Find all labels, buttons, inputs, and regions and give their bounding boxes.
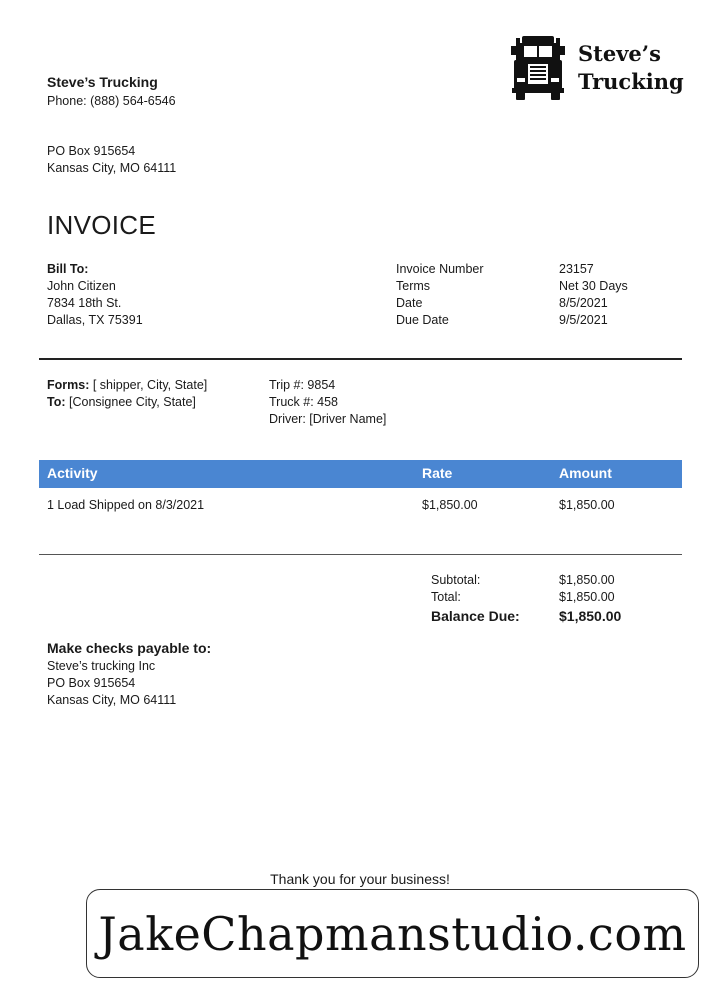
route-block — [47, 377, 207, 411]
due-date-value: 9/5/2021 — [559, 313, 608, 327]
forms-line — [47, 377, 207, 394]
trip-number: Trip #: 9854 — [269, 378, 336, 392]
company-name: Steve’s Trucking — [47, 74, 158, 90]
company-address-line1: PO Box 915654 — [47, 144, 136, 158]
table-row — [39, 497, 682, 517]
logo-text-line2: Trucking — [578, 69, 684, 94]
header-rate: Rate — [422, 465, 453, 481]
invoice-title: INVOICE — [47, 210, 157, 240]
thank-you-note: Thank you for your business! — [270, 871, 450, 887]
row-amount: $1,850.00 — [559, 498, 615, 512]
truck-number: Truck #: 458 — [269, 395, 339, 409]
invoice-meta-labels — [396, 261, 484, 329]
invoice-meta-values — [559, 261, 628, 329]
to-label: To: — [47, 395, 66, 409]
payable-address-line1: PO Box 915654 — [47, 676, 136, 690]
to-line — [47, 394, 207, 411]
forms-label: Forms: — [47, 378, 90, 392]
header-amount: Amount — [559, 465, 612, 481]
company-address — [47, 143, 176, 177]
to-value: [Consignee City, State] — [65, 395, 196, 409]
totals-labels — [431, 572, 520, 626]
table-header — [39, 460, 682, 488]
payable-block — [47, 658, 176, 709]
invoice-number-value: 23157 — [559, 262, 594, 276]
due-date-label: Due Date — [396, 313, 449, 327]
row-rate: $1,850.00 — [422, 498, 478, 512]
subtotal-value: $1,850.00 — [559, 573, 615, 587]
driver-name: Driver: [Driver Name] — [269, 412, 387, 426]
logo-text-line1: Steve’s — [578, 41, 661, 66]
company-logo — [510, 34, 690, 100]
bill-to-name: John Citizen — [47, 279, 116, 293]
watermark-text: JakeChapmanstudio.com — [98, 906, 687, 961]
balance-due-value: $1,850.00 — [559, 608, 622, 624]
subtotal-label: Subtotal: — [431, 573, 481, 587]
bill-to-city: Dallas, TX 75391 — [47, 313, 143, 327]
divider — [39, 554, 682, 555]
total-label: Total: — [431, 590, 461, 604]
forms-value: [ shipper, City, State] — [89, 378, 208, 392]
terms-value: Net 30 Days — [559, 279, 628, 293]
company-phone: Phone: (888) 564-6546 — [47, 94, 176, 108]
bill-to-street: 7834 18th St. — [47, 296, 122, 310]
row-activity: 1 Load Shipped on 8/3/2021 — [47, 498, 205, 512]
divider — [39, 358, 682, 360]
date-value: 8/5/2021 — [559, 296, 608, 310]
balance-due-label: Balance Due: — [431, 608, 520, 624]
logo-text — [578, 40, 684, 96]
watermark-banner — [86, 889, 699, 978]
payable-name: Steve’s trucking Inc — [47, 659, 156, 673]
date-label: Date — [396, 296, 423, 310]
header-activity: Activity — [47, 465, 98, 481]
trip-block — [269, 377, 386, 428]
terms-label: Terms — [396, 279, 431, 293]
totals-values — [559, 572, 621, 626]
bill-to-label: Bill To: — [47, 262, 89, 276]
payable-address-line2: Kansas City, MO 64111 — [47, 693, 177, 707]
payable-title: Make checks payable to: — [47, 640, 212, 656]
invoice-number-label: Invoice Number — [396, 262, 484, 276]
truck-icon — [510, 34, 566, 100]
total-value: $1,850.00 — [559, 590, 615, 604]
bill-to-block — [47, 261, 143, 329]
company-address-line2: Kansas City, MO 64111 — [47, 161, 177, 175]
